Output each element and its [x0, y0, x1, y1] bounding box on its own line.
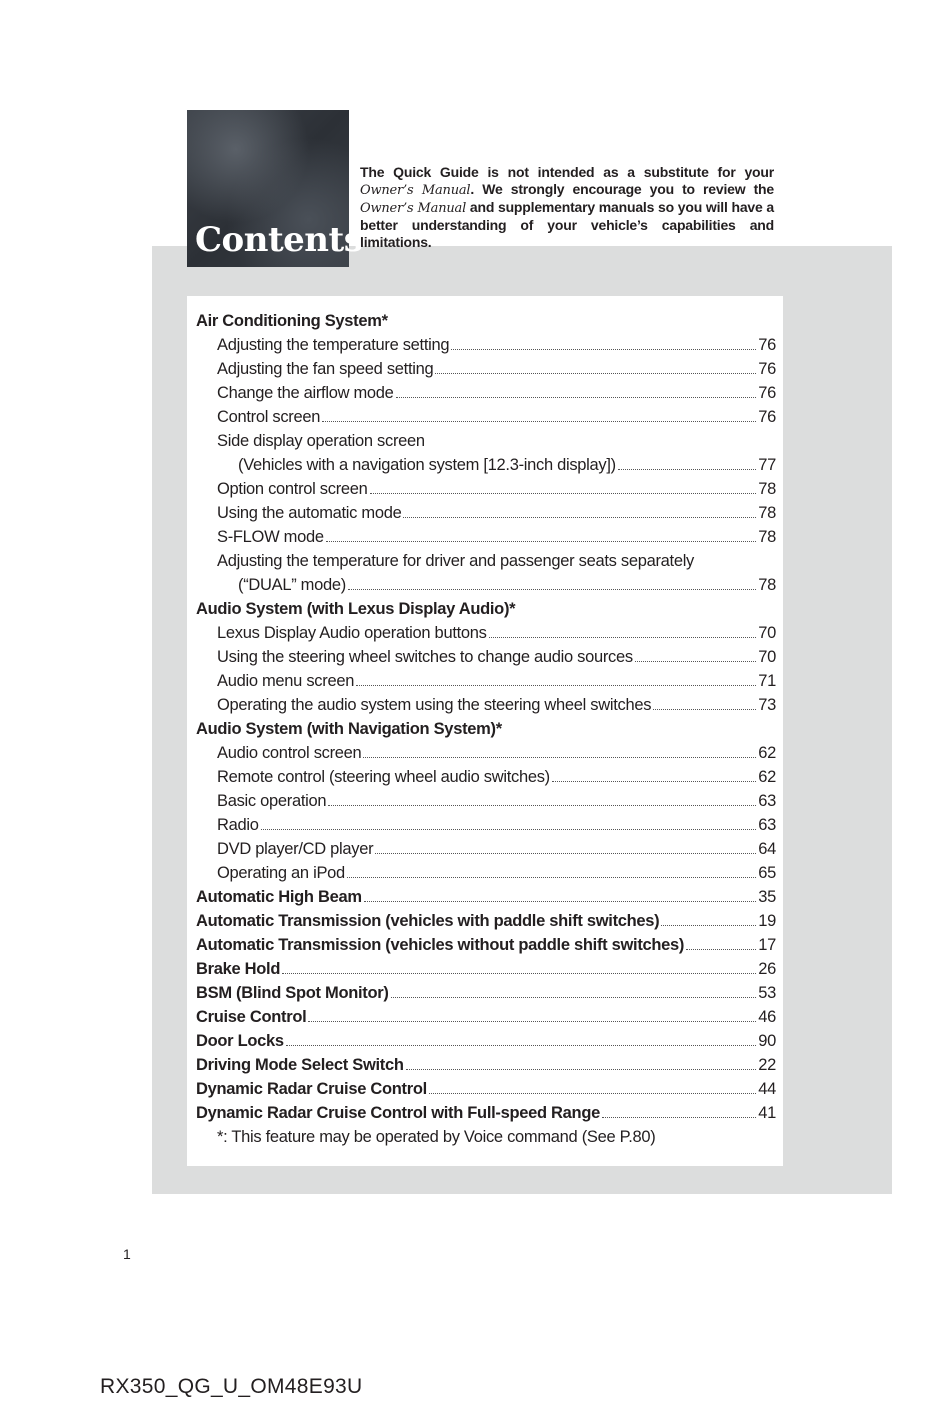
toc-section [196, 981, 776, 1005]
toc-dot-leader [552, 780, 756, 782]
toc-label: Dynamic Radar Cruise Control with Full-speed Range [196, 1104, 600, 1122]
toc-entry [196, 549, 776, 573]
toc-label: Automatic Transmission (vehicles with paddle shift switches) [196, 912, 660, 930]
toc-dot-leader [348, 588, 756, 590]
toc-entry [196, 405, 776, 429]
toc-page-number: 76 [758, 336, 776, 354]
toc-page-number: 35 [758, 888, 776, 906]
toc-page-number: 78 [758, 480, 776, 498]
toc-dot-leader [363, 756, 756, 758]
toc-page-number: 62 [758, 744, 776, 762]
toc-label: Automatic Transmission (vehicles without paddle shift switches) [196, 936, 685, 954]
intro-text-3: and supplementary manuals so you will have a better understanding of your vehicle’s capabilities and limitations. [360, 199, 774, 250]
toc-dot-leader [391, 996, 757, 998]
toc-entry [196, 645, 776, 669]
toc-page-number: 76 [758, 384, 776, 402]
toc-page-number: 62 [758, 768, 776, 786]
toc-dot-leader [396, 396, 757, 398]
toc-dot-leader [347, 876, 756, 878]
toc-label: Brake Hold [196, 960, 281, 978]
toc-section [196, 717, 776, 741]
toc-entry [196, 669, 776, 693]
toc-entry [196, 501, 776, 525]
toc-label: Radio [217, 816, 259, 834]
toc-section [196, 957, 776, 981]
toc-page-number: 65 [758, 864, 776, 882]
toc-entry [196, 813, 776, 837]
toc-label: Air Conditioning System* [196, 312, 388, 330]
toc-section [196, 1101, 776, 1125]
toc-label: (Vehicles with a navigation system [12.3-inch display]) [238, 456, 616, 474]
toc-entry [196, 765, 776, 789]
toc-section [196, 1005, 776, 1029]
toc-page-number: 41 [758, 1104, 776, 1122]
toc-dot-leader [653, 708, 756, 710]
toc-page-number: 70 [758, 624, 776, 642]
toc-label: Using the steering wheel switches to change audio sources [217, 648, 633, 666]
toc-label: DVD player/CD player [217, 840, 374, 858]
toc-section [196, 1053, 776, 1077]
toc-page-number: 44 [758, 1080, 776, 1098]
toc-page-number: 73 [758, 696, 776, 714]
toc-dot-leader [375, 852, 756, 854]
toc-dot-leader [308, 1020, 756, 1022]
toc-label: Audio System (with Navigation System)* [196, 720, 502, 738]
toc-entry [196, 693, 776, 717]
toc-entry [196, 837, 776, 861]
toc-dot-leader [451, 348, 756, 350]
toc-label: Option control screen [217, 480, 368, 498]
toc-page-number: 53 [758, 984, 776, 1002]
toc-dot-leader [406, 1068, 757, 1070]
toc-dot-leader [403, 516, 756, 518]
toc-label: Basic operation [217, 792, 327, 810]
toc-page-number: 26 [758, 960, 776, 978]
intro-text-1: The Quick Guide is not intended as a substitute for your [360, 164, 774, 180]
contents-header-block [187, 110, 363, 267]
toc-dot-leader [286, 1044, 756, 1046]
toc-page-number: 64 [758, 840, 776, 858]
toc-label: Remote control (steering wheel audio switches) [217, 768, 550, 786]
toc-label: Side display operation screen [217, 432, 425, 450]
toc-dot-leader [261, 828, 757, 830]
toc-dot-leader [618, 468, 756, 470]
toc-label: Adjusting the temperature setting [217, 336, 450, 354]
toc-label: Door Locks [196, 1032, 284, 1050]
toc-label: Driving Mode Select Switch [196, 1056, 404, 1074]
toc-label: S-FLOW mode [217, 528, 324, 546]
toc-dot-leader [602, 1116, 756, 1118]
toc-entry [196, 429, 776, 453]
toc-section [196, 933, 776, 957]
toc-page-number: 78 [758, 528, 776, 546]
toc-label: Audio control screen [217, 744, 362, 762]
toc-label: Adjusting the fan speed setting [217, 360, 434, 378]
toc-label: Audio System (with Lexus Display Audio)* [196, 600, 516, 618]
toc-label: (“DUAL” mode) [238, 576, 346, 594]
toc-page-number: 78 [758, 576, 776, 594]
toc-dot-leader [328, 804, 756, 806]
toc-dot-leader [322, 420, 756, 422]
toc-dot-leader [429, 1092, 756, 1094]
toc-page-number: 71 [758, 672, 776, 690]
intro-manual-ref-2: Owner’s Manual [360, 201, 467, 216]
toc-section [196, 1077, 776, 1101]
toc-dot-leader [356, 684, 756, 686]
intro-manual-ref-1: Owner’s Manual [360, 183, 471, 198]
toc-entry [196, 333, 776, 357]
toc-section [196, 597, 776, 621]
toc-section [196, 1029, 776, 1053]
toc-dot-leader [661, 924, 756, 926]
toc-page-number: 63 [758, 792, 776, 810]
toc-entry [196, 381, 776, 405]
toc-label: Operating an iPod [217, 864, 345, 882]
toc-section [196, 885, 776, 909]
toc-entry [196, 741, 776, 765]
toc-label: Using the automatic mode [217, 504, 402, 522]
toc-page-number: 22 [758, 1056, 776, 1074]
toc-dot-leader [370, 492, 757, 494]
document-code: RX350_QG_U_OM48E93U [100, 1375, 363, 1398]
toc-dot-leader [326, 540, 757, 542]
toc-footnote: *: This feature may be operated by Voice command (See P.80) [217, 1128, 656, 1146]
toc-entry [196, 861, 776, 885]
toc-dot-leader [686, 948, 756, 950]
toc-page-number: 63 [758, 816, 776, 834]
toc-label: Control screen [217, 408, 321, 426]
toc-page-number: 70 [758, 648, 776, 666]
toc-page-number: 76 [758, 360, 776, 378]
intro-text-2: . We strongly encourage you to review the [470, 181, 774, 197]
intro-paragraph [360, 164, 774, 251]
toc-label: BSM (Blind Spot Monitor) [196, 984, 389, 1002]
toc-label: Dynamic Radar Cruise Control [196, 1080, 427, 1098]
toc-dot-leader [282, 972, 756, 974]
toc-dot-leader [635, 660, 756, 662]
toc-page-number: 90 [758, 1032, 776, 1050]
toc-page-number: 77 [758, 456, 776, 474]
toc-label: Adjusting the temperature for driver and passenger seats separately [217, 552, 695, 570]
toc-label: Lexus Display Audio operation buttons [217, 624, 487, 642]
toc-dot-leader [364, 900, 756, 902]
toc-entry [196, 525, 776, 549]
toc-label: Audio menu screen [217, 672, 355, 690]
toc-label: Automatic High Beam [196, 888, 362, 906]
toc-label: Cruise Control [196, 1008, 307, 1026]
toc-dot-leader [435, 372, 756, 374]
toc-page-number: 78 [758, 504, 776, 522]
toc-entry [196, 477, 776, 501]
toc-entry [196, 453, 776, 477]
page-number: 1 [123, 1246, 131, 1262]
toc-dot-leader [489, 636, 757, 638]
toc-entry [196, 621, 776, 645]
toc-entry [196, 789, 776, 813]
contents-title: Contents [195, 220, 363, 260]
table-of-contents [196, 309, 776, 1149]
toc-entry [196, 357, 776, 381]
toc-page-number: 17 [758, 936, 776, 954]
toc-label: Change the airflow mode [217, 384, 394, 402]
toc-section [196, 909, 776, 933]
toc-page-number: 46 [758, 1008, 776, 1026]
toc-page-number: 19 [758, 912, 776, 930]
toc-page-number: 76 [758, 408, 776, 426]
toc-label: Operating the audio system using the steering wheel switches [217, 696, 652, 714]
toc-section [196, 309, 776, 333]
toc-entry [196, 573, 776, 597]
